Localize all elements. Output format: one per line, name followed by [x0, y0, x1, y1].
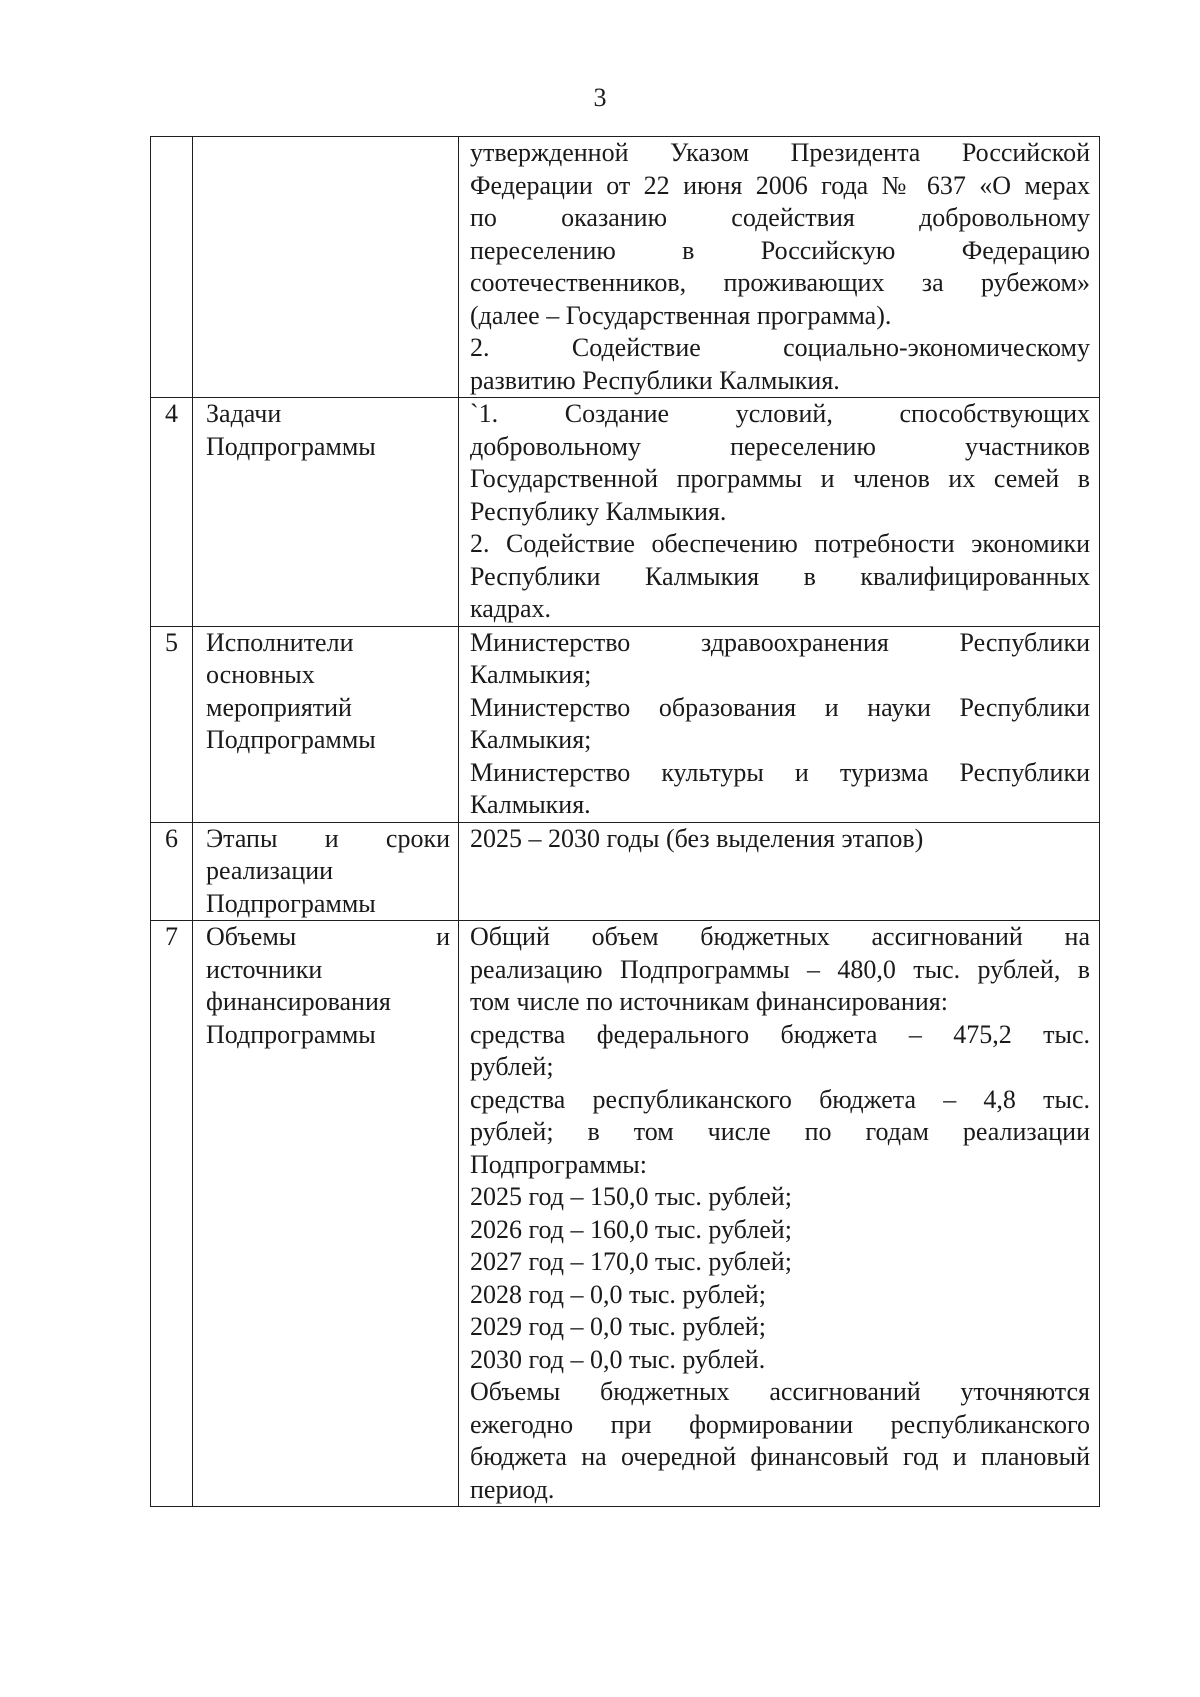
page-number: 3: [593, 83, 607, 112]
row-number-cell: [151, 398, 193, 627]
row-content-line: Калмыкия;: [470, 725, 592, 754]
row-content-line: Подпрограммы:: [470, 1149, 647, 1179]
table-row: [151, 137, 1100, 398]
row-number: 4: [165, 399, 178, 428]
row-content-line: рублей; в том числе по годам реализации: [470, 1117, 1090, 1146]
row-content-line: Министерство культуры и туризма Республики: [470, 757, 1090, 787]
row-content-line: 2. Содействие социально-экономическому: [470, 333, 1090, 362]
row-number: 7: [165, 922, 178, 951]
row-content-line: утвержденной Указом Президента Российской: [470, 138, 1090, 167]
row-content-line: 2025 – 2030 годы (без выделения этапов): [470, 823, 924, 853]
row-title-line: Подпрограммы: [206, 888, 376, 918]
row-content-cell: [459, 398, 1100, 627]
row-content-line: Министерство здравоохранения Республики: [470, 627, 1090, 657]
row-content-line: 2030 год – 0,0 тыс. рублей.: [470, 1344, 766, 1374]
row-title-cell: [193, 137, 459, 398]
row-content-line: период.: [470, 1474, 555, 1504]
row-content-line: Калмыкия.: [470, 790, 591, 819]
row-content-line: 2027 год – 170,0 тыс. рублей;: [470, 1247, 792, 1276]
row-title-line: Исполнители: [206, 627, 354, 657]
row-title-cell: [193, 398, 459, 627]
row-content-line: Калмыкия;: [470, 660, 592, 689]
row-content-line: 2028 год – 0,0 тыс. рублей;: [470, 1279, 766, 1309]
row-content-line: Республику Калмыкия.: [470, 496, 727, 526]
row-title-line: Подпрограммы: [206, 431, 376, 461]
row-title-line: источники: [206, 954, 323, 984]
row-content-line: реализацию Подпрограммы – 480,0 тыс. рублей, в: [470, 954, 1090, 984]
row-title-line: финансирования: [206, 987, 391, 1016]
table-row: [151, 822, 1100, 921]
row-number: 5: [165, 627, 178, 657]
row-content-line: по оказанию содействия добровольному: [470, 203, 1090, 232]
row-content-line: средства федерального бюджета – 475,2 тыс.: [470, 1019, 1090, 1049]
row-number-cell: [151, 626, 193, 822]
row-content-line: Общий объем бюджетных ассигнований на: [470, 922, 1090, 951]
row-title-line: Подпрограммы: [206, 1019, 376, 1049]
row-content-line: соотечественников, проживающих за рубежом»: [470, 268, 1090, 297]
row-content-line: Республики Калмыкия в квалифицированных: [470, 561, 1090, 591]
row-number-cell: [151, 137, 193, 398]
row-content-cell: [459, 822, 1100, 921]
row-title-line: основных: [206, 660, 315, 689]
row-content-line: бюджета на очередной финансовый год и плановый: [470, 1442, 1090, 1471]
row-title-cell: [193, 626, 459, 822]
passport-table: [150, 136, 1100, 1507]
row-title-cell: [193, 921, 459, 1507]
row-number: 6: [165, 823, 178, 853]
row-number-cell: [151, 921, 193, 1507]
row-content-line: рублей;: [470, 1052, 554, 1081]
row-content-line: 2. Содействие обеспечению потребности экономики: [470, 529, 1090, 558]
table-row: [151, 626, 1100, 822]
row-title-line: Задачи: [206, 399, 282, 428]
table-row: [151, 921, 1100, 1507]
row-content-line: (далее – Государственная программа).: [470, 300, 892, 330]
row-content-line: средства республиканского бюджета – 4,8 тыс.: [470, 1084, 1090, 1114]
row-content-cell: [459, 137, 1100, 398]
row-number-cell: [151, 822, 193, 921]
row-content-line: 2025 год – 150,0 тыс. рублей;: [470, 1182, 792, 1211]
row-content-cell: [459, 921, 1100, 1507]
row-content-line: Объемы бюджетных ассигнований уточняются: [470, 1377, 1090, 1406]
row-title-line: Подпрограммы: [206, 725, 376, 754]
row-content-line: добровольному переселению участников: [470, 431, 1090, 461]
row-title-line: Объемы и: [206, 922, 450, 951]
row-title-line: мероприятий: [206, 692, 352, 722]
row-content-line: том числе по источникам финансирования:: [470, 987, 948, 1016]
row-content-line: ежегодно при формировании республиканского: [470, 1409, 1090, 1439]
row-content-line: Федерации от 22 июня 2006 года № 637 «О мерах: [470, 170, 1090, 200]
row-content-line: кадрах.: [470, 594, 552, 623]
table-row: [151, 398, 1100, 627]
row-content-cell: [459, 626, 1100, 822]
row-content-line: переселению в Российскую Федерацию: [470, 235, 1090, 265]
row-content-line: 2026 год – 160,0 тыс. рублей;: [470, 1214, 792, 1244]
row-content-line: Государственной программы и членов их семей в: [470, 464, 1090, 493]
row-title-cell: [193, 822, 459, 921]
row-content-line: 2029 год – 0,0 тыс. рублей;: [470, 1312, 766, 1341]
row-title-line: реализации: [206, 856, 334, 885]
passport-table-body: [151, 137, 1100, 1507]
row-content-line: `1. Создание условий, способствующих: [470, 399, 1090, 428]
row-title-line: Этапы и сроки: [206, 823, 450, 853]
row-content-line: Министерство образования и науки Республики: [470, 692, 1090, 722]
row-content-line: развитию Республики Калмыкия.: [470, 365, 840, 395]
